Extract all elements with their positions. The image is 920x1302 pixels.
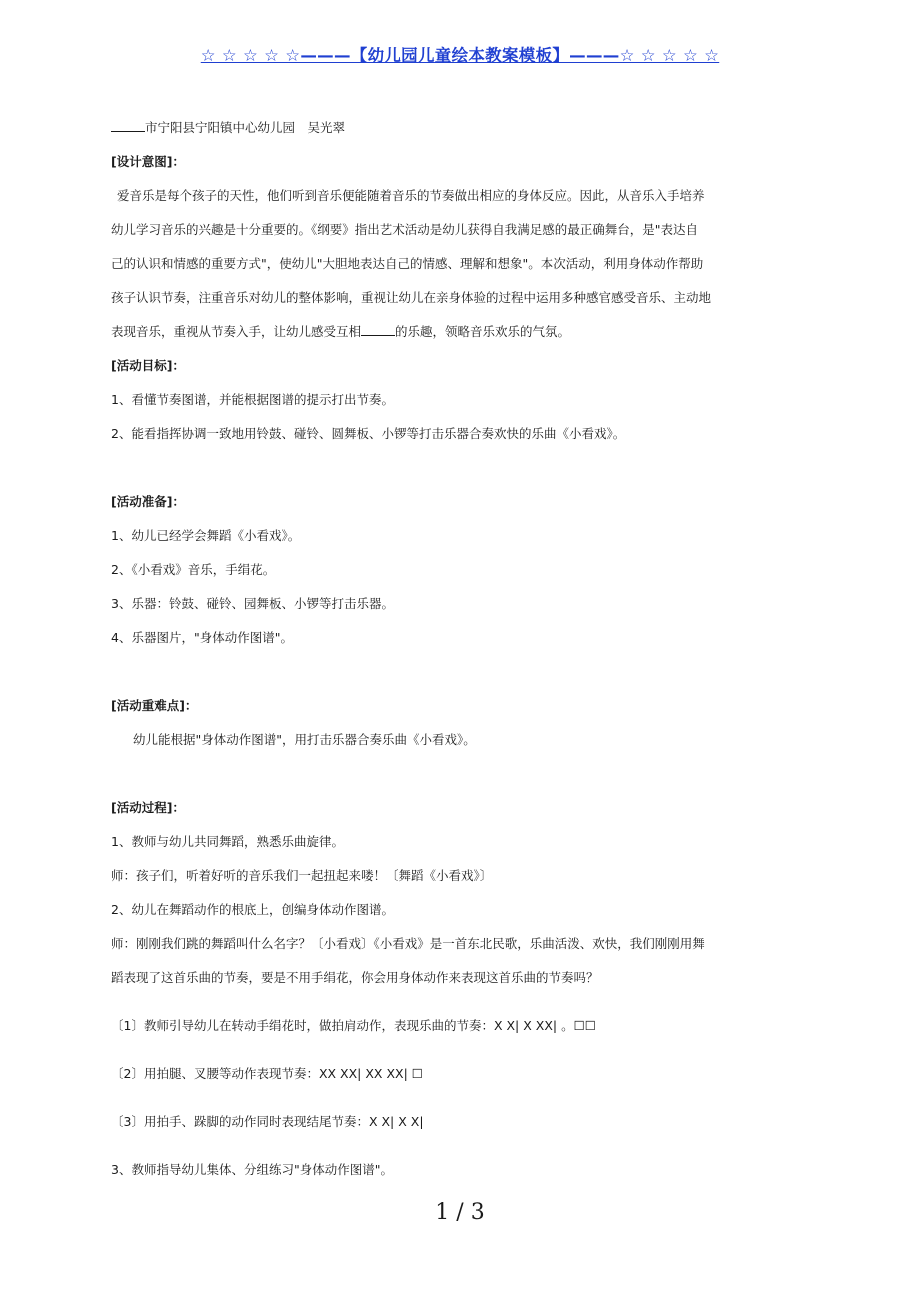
design-intent-text: 的乐趣，领略音乐欢乐的气氛。 [395, 324, 571, 339]
design-intent-line [111, 321, 801, 355]
document-body [111, 117, 801, 1193]
goal-item: 1、看懂节奏图谱，并能根据图谱的提示打出节奏。 [111, 392, 394, 407]
rhythm-step: 〔1〕教师引导幼儿在转动手绢花时，做拍肩动作，表现乐曲的节奏：X X| X XX| 。☐☐ [111, 1018, 596, 1033]
process-line: 蹈表现了这首乐曲的节奏，要是不用手绢花，你会用身体动作来表现这首乐曲的节奏吗？ [111, 970, 599, 985]
preparation-item: 1、幼儿已经学会舞蹈《小看戏》。 [111, 528, 301, 543]
author-line [111, 117, 801, 151]
author-text: 市宁阳县宁阳镇中心幼儿园 吴光翠 [145, 120, 346, 135]
spacer [111, 1097, 801, 1111]
design-intent-heading: [设计意图]： [111, 154, 185, 169]
spacer [111, 661, 801, 695]
process-line: 2、幼儿在舞蹈动作的根底上，创编身体动作图谱。 [111, 902, 394, 917]
design-intent-line: 己的认识和情感的重要方式"，使幼儿"大胆地表达自己的情感、理解和想象"。本次活动，利用身体动作帮助 [111, 256, 704, 271]
spacer [111, 457, 801, 491]
preparation-item: 2、《小看戏》音乐，手绢花。 [111, 562, 276, 577]
rhythm-step: 〔3〕用拍手、跺脚的动作同时表现结尾节奏：X X| X X| [111, 1114, 424, 1129]
document-title: ☆ ☆ ☆ ☆ ☆———【幼儿园儿童绘本教案模板】———☆ ☆ ☆ ☆ ☆ [200, 46, 720, 65]
key-points-heading: [活动重难点]： [111, 698, 198, 713]
preparation-heading: [活动准备]： [111, 494, 185, 509]
page-number: 1 / 3 [435, 1200, 485, 1225]
preparation-item: 3、乐器：铃鼓、碰铃、园舞板、小锣等打击乐器。 [111, 596, 394, 611]
design-intent-line: 孩子认识节奏，注重音乐对幼儿的整体影响，重视让幼儿在亲身体验的过程中运用多种感官感受音乐、主动地 [111, 290, 712, 305]
process-line: 1、教师与幼儿共同舞蹈，熟悉乐曲旋律。 [111, 834, 344, 849]
spacer [111, 1145, 801, 1159]
fill-blank [111, 119, 145, 132]
design-intent-text: 表现音乐，重视从节奏入手，让幼儿感受互相 [111, 324, 362, 339]
design-intent-line: 幼儿学习音乐的兴趣是十分重要的。《纲要》指出艺术活动是幼儿获得自我满足感的最正确舞台，是"表达自 [111, 222, 699, 237]
fill-blank [361, 323, 395, 336]
process-heading: [活动过程]： [111, 800, 185, 815]
process-line: 师：刚刚我们跳的舞蹈叫什么名字？〔小看戏〕《小看戏》是一首东北民歌，乐曲活泼、欢快，我们刚刚用舞 [111, 936, 705, 951]
spacer [111, 1049, 801, 1063]
goal-item: 2、能看指挥协调一致地用铃鼓、碰铃、圆舞板、小锣等打击乐器合奏欢快的乐曲《小看戏》。 [111, 426, 626, 441]
key-points-text: 幼儿能根据"身体动作图谱"，用打击乐器合奏乐曲《小看戏》。 [133, 732, 476, 747]
rhythm-step: 〔2〕用拍腿、叉腰等动作表现节奏：XX XX| XX XX| ☐ [111, 1066, 423, 1081]
process-line: 师：孩子们，听着好听的音乐我们一起扭起来喽！〔舞蹈《小看戏》〕 [111, 868, 493, 883]
goals-heading: [活动目标]： [111, 358, 185, 373]
design-intent-line: 爱音乐是每个孩子的天性，他们听到音乐便能随着音乐的节奏做出相应的身体反应。因此，从音乐入手培养 [117, 188, 705, 203]
spacer [111, 763, 801, 797]
spacer [111, 1001, 801, 1015]
process-line: 3、教师指导幼儿集体、分组练习"身体动作图谱"。 [111, 1162, 393, 1177]
preparation-item: 4、乐器图片，"身体动作图谱"。 [111, 630, 293, 645]
